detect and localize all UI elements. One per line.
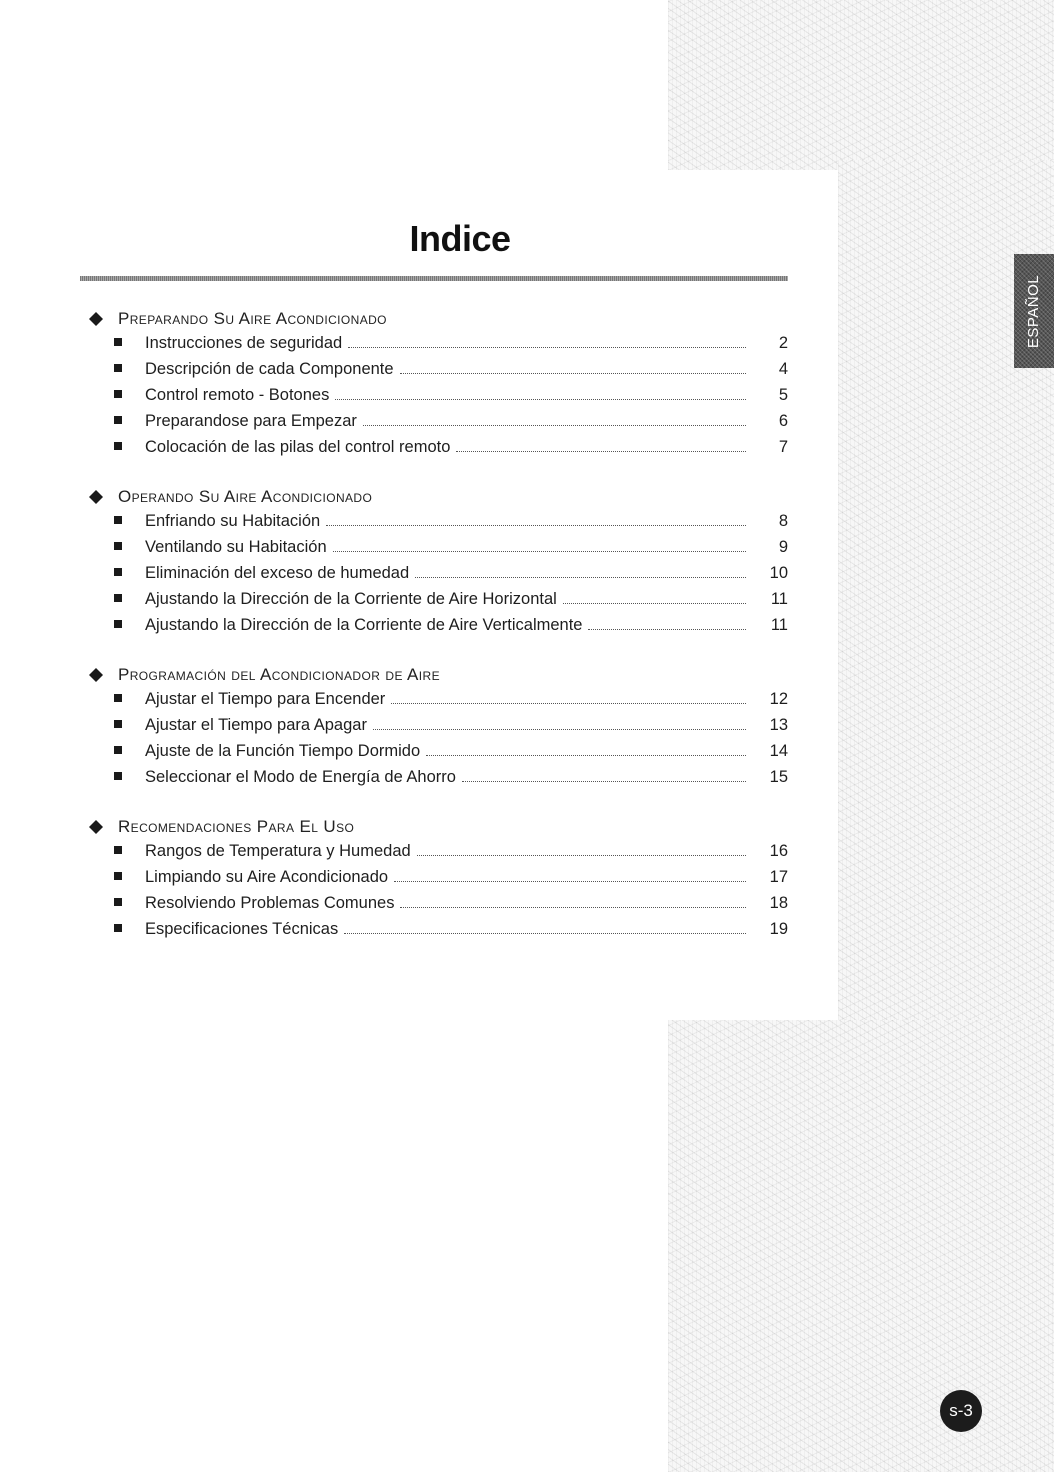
dot-leader [335, 399, 746, 400]
square-bullet-icon [114, 772, 122, 780]
toc-entry-page-number: 18 [769, 894, 788, 912]
toc-entry-page-number: 11 [770, 590, 788, 608]
section-heading-text: Recomendaciones Para El Uso [118, 817, 355, 836]
background-texture-bottom [668, 1020, 1054, 1472]
dot-leader [363, 425, 746, 426]
section-heading-text: Programación del Acondicionador de Aire [118, 665, 440, 684]
dot-leader [415, 577, 746, 578]
toc-entry [88, 842, 788, 868]
dot-leader [333, 551, 746, 552]
square-bullet-icon [114, 746, 122, 754]
toc-entry-label: Preparandose para Empezar [145, 412, 357, 430]
dot-leader [417, 855, 746, 856]
dot-leader [326, 525, 746, 526]
toc-entry [88, 512, 788, 538]
toc-entry [88, 334, 788, 360]
toc-entry-page-number: 14 [769, 742, 788, 760]
toc-entry-page-number: 16 [769, 842, 788, 860]
toc-section [88, 812, 788, 946]
dot-leader [400, 907, 746, 908]
dot-leader [400, 373, 746, 374]
dot-leader [563, 603, 746, 604]
toc-entry-label: Rangos de Temperatura y Humedad [145, 842, 411, 860]
square-bullet-icon [114, 516, 122, 524]
toc-entry-page-number: 12 [769, 690, 788, 708]
toc-entry [88, 616, 788, 642]
square-bullet-icon [114, 620, 122, 628]
toc-entry-label: Enfriando su Habitación [145, 512, 321, 530]
toc-entry-page-number: 9 [778, 538, 788, 556]
toc-entry-label: Eliminación del exceso de humedad [145, 564, 410, 582]
language-tab [1014, 254, 1054, 368]
toc-entry-label: Ajustando la Dirección de la Corriente de Aire Horizontal [145, 590, 557, 608]
toc-section [88, 304, 788, 464]
language-tab-label: ESPAÑOL [1025, 274, 1043, 348]
toc-entry [88, 768, 788, 794]
toc-entry [88, 716, 788, 742]
toc-entry-page-number: 6 [778, 412, 788, 430]
toc-entry [88, 868, 788, 894]
toc-entry-label: Ajustar el Tiempo para Apagar [145, 716, 367, 734]
page-number-badge: s-3 [940, 1390, 982, 1432]
diamond-icon [88, 667, 104, 683]
dot-leader [456, 451, 746, 452]
title-divider [80, 276, 788, 281]
dot-leader [394, 881, 746, 882]
square-bullet-icon [114, 338, 122, 346]
square-bullet-icon [114, 898, 122, 906]
toc-entry [88, 564, 788, 590]
square-bullet-icon [114, 846, 122, 854]
square-bullet-icon [114, 594, 122, 602]
toc-entry-label: Seleccionar el Modo de Energía de Ahorro [145, 768, 456, 786]
toc-entry-page-number: 11 [770, 616, 788, 634]
toc-entry [88, 920, 788, 946]
square-bullet-icon [114, 924, 122, 932]
toc-entry [88, 538, 788, 564]
toc-entry [88, 386, 788, 412]
toc-entry-page-number: 13 [769, 716, 788, 734]
toc-section [88, 482, 788, 642]
toc-entry-label: Limpiando su Aire Acondicionado [145, 868, 389, 886]
toc-entry-label: Control remoto - Botones [145, 386, 330, 404]
toc-entry-label: Ajuste de la Función Tiempo Dormido [145, 742, 421, 760]
toc-entry-label: Instrucciones de seguridad [145, 334, 343, 352]
toc-entry-label: Ajustar el Tiempo para Encender [145, 690, 386, 708]
toc-entry-page-number: 10 [769, 564, 788, 582]
background-texture-top [668, 0, 1054, 170]
dot-leader [348, 347, 746, 348]
dot-leader [373, 729, 746, 730]
dot-leader [588, 629, 746, 630]
diamond-icon [88, 819, 104, 835]
square-bullet-icon [114, 720, 122, 728]
section-heading-text: Preparando Su Aire Acondicionado [118, 309, 387, 328]
toc-entry [88, 590, 788, 616]
section-heading [88, 304, 788, 334]
toc-entry [88, 690, 788, 716]
square-bullet-icon [114, 390, 122, 398]
toc-entry-page-number: 15 [769, 768, 788, 786]
page-title: Indice [409, 218, 511, 259]
square-bullet-icon [114, 364, 122, 372]
toc-entry [88, 742, 788, 768]
section-heading-text: Operando Su Aire Acondicionado [118, 487, 373, 506]
dot-leader [462, 781, 746, 782]
square-bullet-icon [114, 416, 122, 424]
table-of-contents [88, 304, 788, 964]
section-heading [88, 812, 788, 842]
section-heading [88, 482, 788, 512]
toc-entry [88, 438, 788, 464]
toc-entry-page-number: 2 [778, 334, 788, 352]
toc-entry [88, 360, 788, 386]
dot-leader [344, 933, 746, 934]
toc-section [88, 660, 788, 794]
square-bullet-icon [114, 872, 122, 880]
toc-entry-label: Ventilando su Habitación [145, 538, 327, 556]
toc-entry [88, 894, 788, 920]
section-heading [88, 660, 788, 690]
square-bullet-icon [114, 442, 122, 450]
diamond-icon [88, 311, 104, 327]
toc-entry-label: Resolviendo Problemas Comunes [145, 894, 395, 912]
toc-entry-label: Colocación de las pilas del control remoto [145, 438, 451, 456]
toc-entry-label: Descripción de cada Componente [145, 360, 394, 378]
toc-entry-page-number: 4 [778, 360, 788, 378]
square-bullet-icon [114, 568, 122, 576]
toc-entry-label: Ajustando la Dirección de la Corriente de Aire Verticalmente [145, 616, 583, 634]
toc-entry-page-number: 7 [778, 438, 788, 456]
toc-entry [88, 412, 788, 438]
toc-entry-page-number: 8 [778, 512, 788, 530]
toc-entry-page-number: 5 [778, 386, 788, 404]
diamond-icon [88, 489, 104, 505]
toc-entry-page-number: 17 [769, 868, 788, 886]
dot-leader [391, 703, 746, 704]
square-bullet-icon [114, 542, 122, 550]
dot-leader [426, 755, 746, 756]
square-bullet-icon [114, 694, 122, 702]
toc-entry-label: Especificaciones Técnicas [145, 920, 339, 938]
toc-entry-page-number: 19 [769, 920, 788, 938]
